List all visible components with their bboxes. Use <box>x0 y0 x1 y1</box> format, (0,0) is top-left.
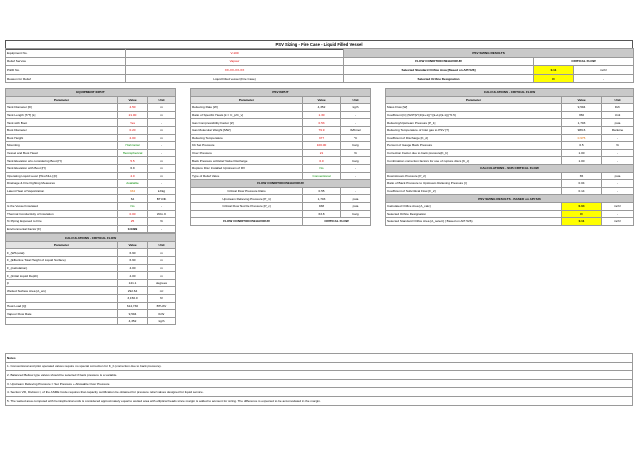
row-unit: ft² <box>148 295 176 303</box>
row-value[interactable]: 6.90 <box>118 257 148 265</box>
note-row <box>6 388 633 397</box>
table-row <box>191 195 371 203</box>
row-unit: inch² <box>602 218 634 226</box>
row-value[interactable]: 9,594 <box>562 104 602 112</box>
table-row <box>386 187 634 195</box>
section-title: CALCULATIONS - CRITICAL FLOW <box>6 234 176 242</box>
row-unit: m <box>148 172 176 180</box>
row-label: Upstream Relieving Pressure [P_1] <box>191 195 303 203</box>
table-row <box>191 210 371 218</box>
results-desig-label: Selected Orifice Designation <box>344 74 534 83</box>
column-header: Unit <box>148 96 176 104</box>
row-unit: - <box>602 149 634 157</box>
row-label: Coefficient of Subcritical Flow [F_2] <box>386 187 562 195</box>
row-value[interactable]: 4.00 <box>118 272 148 280</box>
results-area-label: Selected Standard Orifice Area [Based on API 526] <box>344 66 534 75</box>
table-row <box>191 104 371 112</box>
row-label: Tank Elevation with Boot [H] <box>6 164 118 172</box>
row-unit: - <box>341 111 371 119</box>
notes-title: Notes <box>6 354 633 363</box>
note-text: 3. Upstream Relieving Pressure = Set Pressure + Allowable Over Pressure <box>6 379 633 388</box>
column-header: Value <box>562 96 602 104</box>
row-value[interactable]: 6.9 <box>118 164 148 172</box>
table-row <box>6 104 176 112</box>
row-value[interactable]: 0.5 <box>562 142 602 150</box>
row-label: Gas Compressibility Factor [Z] <box>191 119 303 127</box>
row-value[interactable]: 4.00 <box>118 264 148 272</box>
row-label <box>6 195 118 203</box>
results-api-title: PSV SIZING RESULTS - BASED on API 526 <box>386 195 634 203</box>
table-row <box>6 225 176 233</box>
notes-section <box>5 353 633 406</box>
row-unit: % <box>341 149 371 157</box>
note-row <box>6 371 633 380</box>
row-unit: - <box>341 187 371 195</box>
row-value[interactable]: 938 <box>303 202 341 210</box>
row-value[interactable]: Horizontal <box>118 142 148 150</box>
table-row <box>6 279 176 287</box>
row-value[interactable]: 0.20 <box>118 126 148 134</box>
column-header: Unit <box>341 96 371 104</box>
table-row <box>386 157 634 165</box>
row-unit: inch² <box>602 202 634 210</box>
row-label: Drainage & Fire Fighting Measures <box>6 180 118 188</box>
row-value[interactable]: 0.0 <box>303 157 341 165</box>
row-unit: - <box>341 172 371 180</box>
info-label: Reason for Relief <box>6 74 126 83</box>
row-unit: m² <box>148 287 176 295</box>
row-value[interactable]: 100.00 <box>303 142 341 150</box>
column-header: Parameter <box>6 241 118 249</box>
note-row <box>6 396 633 405</box>
row-value[interactable]: D <box>562 210 602 218</box>
row-unit: kJ/kg <box>148 187 176 195</box>
row-value[interactable]: Yes <box>118 119 148 127</box>
row-value[interactable]: 1.00 <box>562 157 602 165</box>
table-row <box>6 287 176 295</box>
calculations-section <box>385 88 633 226</box>
row-value[interactable]: 0.11 <box>562 218 602 226</box>
row-unit: W/m.K <box>148 210 176 218</box>
info-value[interactable]: V-100 <box>126 49 344 58</box>
row-unit: m <box>148 134 176 142</box>
row-unit: lb/lbmol <box>341 126 371 134</box>
row-value[interactable]: 0.975 <box>562 134 602 142</box>
row-unit: - <box>602 180 634 188</box>
row-unit: % <box>148 218 176 226</box>
subcritical-title: CALCULATIONS - SUB CRITICAL FLOW <box>386 164 634 172</box>
row-label: Combination correction factors for use of rupture discs [K_c] <box>386 157 562 165</box>
table-row <box>6 295 176 303</box>
row-value[interactable]: 0.04 <box>562 180 602 188</box>
row-value[interactable]: Available <box>118 180 148 188</box>
row-value[interactable]: No <box>303 164 341 172</box>
row-label: Tank Diameter [D] <box>6 104 118 112</box>
row-label: Percent of Gauge Back Pressure <box>386 142 562 150</box>
row-label: Latent Heat of Vaporization <box>6 187 118 195</box>
row-unit: m <box>148 272 176 280</box>
row-value[interactable]: 0.55 <box>303 187 341 195</box>
table-row <box>386 126 634 134</box>
row-value[interactable]: Hemispherical <box>118 149 148 157</box>
row-label: Type of Relief Valve <box>191 172 303 180</box>
table-row <box>6 195 176 203</box>
row-value[interactable]: 65 <box>562 172 602 180</box>
row-unit: psia <box>602 119 634 127</box>
row-label <box>6 295 118 303</box>
column-header: Parameter <box>191 96 303 104</box>
row-label: F_(calculation) <box>6 264 118 272</box>
table-row <box>6 134 176 142</box>
row-unit: - <box>341 164 371 172</box>
row-unit: m <box>148 264 176 272</box>
row-label: Tank with Boot <box>6 119 118 127</box>
row-unit: lb/h <box>602 104 634 112</box>
row-unit: °C <box>341 134 371 142</box>
info-value[interactable]: XX-XX-XX-XX <box>126 66 344 75</box>
table-row <box>191 164 371 172</box>
row-label: Critical Flow Nozzle Pressure [P_c] <box>191 202 303 210</box>
row-label: Is the Vessel Insulated <box>6 202 118 210</box>
table-row <box>6 164 176 172</box>
table-row <box>191 111 371 119</box>
sheet-title: PSV Sizing - Fire Case - Liquid Filled Vessel <box>5 40 633 50</box>
table-row <box>6 126 176 134</box>
info-value[interactable]: Vapour <box>126 57 344 66</box>
row-value[interactable]: 292.64 <box>118 287 148 295</box>
row-value[interactable]: 25 <box>118 218 148 226</box>
row-value[interactable]: 614,730 <box>118 302 148 310</box>
row-unit: m <box>148 126 176 134</box>
row-value[interactable]: 21.00 <box>118 111 148 119</box>
row-value[interactable]: 0.53 <box>303 119 341 127</box>
row-label: Relieving Temperature <box>191 134 303 142</box>
row-label: Vessel and Boot Head <box>6 149 118 157</box>
row-unit: - <box>148 142 176 150</box>
row-label: Kb Set Pressure <box>191 142 303 150</box>
section-title: PSV INPUT <box>191 89 371 97</box>
row-value[interactable]: 334 <box>118 187 148 195</box>
row-value[interactable]: 4.50 <box>118 104 148 112</box>
column-header: Value <box>118 241 148 249</box>
row-value[interactable]: 1,703 <box>303 195 341 203</box>
table-row <box>6 142 176 150</box>
table-row <box>386 134 634 142</box>
table-row <box>6 187 176 195</box>
row-unit: m <box>148 257 176 265</box>
row-value[interactable]: 5.5 <box>118 157 148 165</box>
row-unit: - <box>602 210 634 218</box>
results-area-unit: inch² <box>574 66 634 75</box>
row-value[interactable]: 79.9 <box>303 126 341 134</box>
row-label: Tank Length [T/T] [L] <box>6 111 118 119</box>
row-unit: kg/h <box>341 104 371 112</box>
row-unit: kg/h <box>148 317 176 325</box>
column-header: Unit <box>148 241 176 249</box>
table-row <box>191 119 371 127</box>
row-value[interactable]: 0.04 <box>562 202 602 210</box>
row-label <box>6 317 118 325</box>
table-row <box>191 157 371 165</box>
row-value[interactable]: 4.0 <box>118 172 148 180</box>
table-row <box>386 142 634 150</box>
flow-condition-title: FLOW CONDITION BEHAVIOUR <box>191 180 371 188</box>
row-label: Wetted Surface Area [A_ws] <box>6 287 118 295</box>
row-label: Environmental Factor [F] <box>6 225 118 233</box>
row-label: Back Pressure at Relief Valve Discharge <box>191 157 303 165</box>
row-label <box>191 210 303 218</box>
column-header: Unit <box>602 96 634 104</box>
row-label: Critical Flow Pressure Ratio <box>191 187 303 195</box>
row-unit: m <box>148 104 176 112</box>
row-label: F_(Initial Liquid Depth) <box>6 272 118 280</box>
row-label: Relieving/Upstream Pressure [P_1] <box>386 119 562 127</box>
row-value[interactable]: 1.00 <box>562 149 602 157</box>
note-text: 4. Section VIII, Division I, of the ASME Code requires that capacity certification be obtained for pressure relief valves designed for liquid service. <box>6 388 633 397</box>
table-row <box>6 218 176 226</box>
table-row <box>6 249 176 257</box>
flow-result-label: FLOW CONDITION BEHAVIOUR <box>191 218 303 226</box>
row-label: Gas Molecular Weight [MW] <box>191 126 303 134</box>
results-flow-value: CRITICAL FLOW <box>534 57 634 66</box>
table-row <box>6 157 176 165</box>
row-value[interactable]: 0.14 <box>562 187 602 195</box>
row-label: Relieving Temperature of Inlet gas to PSV [T] <box>386 126 562 134</box>
row-unit: - <box>341 119 371 127</box>
row-label: Relieving Rate [W] <box>191 104 303 112</box>
row-unit: psia <box>602 172 634 180</box>
note-text: 2. Balanced Bellow type valves should be selected if back pressure is a variable. <box>6 371 633 380</box>
note-row <box>6 379 633 388</box>
row-label: Calculated Orifice Area [A_calc] <box>386 202 562 210</box>
row-unit: m <box>148 157 176 165</box>
row-value[interactable]: 21 <box>303 149 341 157</box>
table-row <box>6 111 176 119</box>
row-label: Boot Diameter <box>6 126 118 134</box>
row-unit: m <box>148 111 176 119</box>
note-text: 5. The wetted area computed with hemispherical ends is considered approximately equal to wetted area with elliptical heads since margin is added to account for sizing. The difference is expected to be accomodated in the margin. <box>6 396 633 405</box>
row-label: Ratio of Specific Heats [k = C_p/C_v] <box>191 111 303 119</box>
row-value[interactable]: 377 <box>303 134 341 142</box>
row-label: Rupture Disc Installed Upstream of RV <box>191 164 303 172</box>
table-row <box>6 310 176 318</box>
column-header: Value <box>118 96 148 104</box>
table-row <box>6 264 176 272</box>
row-label: Thermal Conductivity of Insulation <box>6 210 118 218</box>
row-label: Coefficient [C] (520*(k*(2/(k+1))^((k+1)/(k-1)))^0.5) <box>386 111 562 119</box>
row-unit: - <box>602 157 634 165</box>
table-row <box>6 210 176 218</box>
results-flow-label: FLOW CONDITION BEHAVIOUR <box>344 57 534 66</box>
row-label: Operating Liquid Level [HLL/NLL] [F] <box>6 172 118 180</box>
table-row <box>6 180 176 188</box>
table-row <box>6 119 176 127</box>
column-header: Parameter <box>386 96 562 104</box>
row-unit: - <box>148 119 176 127</box>
column-header: Parameter <box>6 96 118 104</box>
info-value[interactable]: Liquid Filled vessel (Fire Case) <box>126 74 344 83</box>
row-unit: lb/hr <box>148 310 176 318</box>
row-value[interactable]: 1.30 <box>303 111 341 119</box>
flow-result-value: CRITICAL FLOW <box>303 218 371 226</box>
row-unit: - <box>148 202 176 210</box>
row-label: F_(WS,total) <box>6 249 118 257</box>
row-unit: % <box>602 142 634 150</box>
info-label: P&ID No. <box>6 66 126 75</box>
row-unit: barg <box>341 157 371 165</box>
row-unit: Rankine <box>602 126 634 134</box>
row-unit: barg <box>341 142 371 150</box>
table-row <box>6 317 176 325</box>
row-label: Mounting <box>6 142 118 150</box>
row-label: Selected Standard Orifice Area [A_select] ( Based on API 526) <box>386 218 562 226</box>
row-value[interactable]: 989.6 <box>562 126 602 134</box>
row-value[interactable]: 2.00 <box>118 134 148 142</box>
note-text: 1. Conventional and pilot operated valves require no special correction for K_b (correction due to back pressure). <box>6 362 633 371</box>
row-unit: - <box>148 149 176 157</box>
table-row <box>6 272 176 280</box>
table-row <box>386 149 634 157</box>
row-value[interactable]: 4,352 <box>118 317 148 325</box>
row-value[interactable]: 0.0399 <box>118 225 148 233</box>
row-value[interactable]: 6.90 <box>118 249 148 257</box>
row-value[interactable]: 350 <box>562 111 602 119</box>
row-value[interactable]: Conventional <box>303 172 341 180</box>
table-row <box>6 257 176 265</box>
row-label: Correction Factor due to back pressure[K_b] <box>386 149 562 157</box>
row-value[interactable]: 64 <box>118 195 148 203</box>
table-row <box>386 119 634 127</box>
row-value[interactable]: 4,352 <box>303 104 341 112</box>
equipment-input-section <box>5 88 175 325</box>
table-row <box>191 142 371 150</box>
row-label: Coefficient of Discharge [K_d] <box>386 134 562 142</box>
row-value[interactable]: 63.8 <box>303 210 341 218</box>
row-value[interactable]: No <box>118 202 148 210</box>
row-unit: degrees <box>148 279 176 287</box>
row-label: Mass Flow [W] <box>386 104 562 112</box>
row-unit: psia <box>341 202 371 210</box>
row-label: Vapour Flow Rate <box>6 310 118 318</box>
section-title: EQUIPMENT INPUT <box>6 89 176 97</box>
table-row <box>191 202 371 210</box>
row-label: F_(Effective Total Height of Liquid Surface) <box>6 257 118 265</box>
results-area-value: 0.11 <box>534 66 574 75</box>
results-desig-value: D <box>534 74 574 83</box>
table-row <box>386 111 634 119</box>
row-label: Heat Load [Q] <box>6 302 118 310</box>
info-label: Relief Service <box>6 57 126 66</box>
row-label: Ratio of Back Pressure to Upstream Relieving Pressure [r] <box>386 180 562 188</box>
section-title: CALCULATIONS - CRITICAL FLOW <box>386 89 634 97</box>
table-row <box>386 180 634 188</box>
row-unit: - <box>602 134 634 142</box>
row-unit: Unit <box>602 111 634 119</box>
row-unit: m <box>148 249 176 257</box>
row-unit: BTU/lb <box>148 195 176 203</box>
row-unit: - <box>148 225 176 233</box>
table-row <box>386 172 634 180</box>
table-row <box>191 126 371 134</box>
table-row <box>6 202 176 210</box>
table-row <box>386 104 634 112</box>
header-info-block <box>5 48 633 83</box>
row-value[interactable]: 3,150.0 <box>118 295 148 303</box>
row-label: Boot Height <box>6 134 118 142</box>
row-unit: - <box>148 180 176 188</box>
table-row <box>191 172 371 180</box>
table-row <box>386 218 634 226</box>
row-value[interactable]: 0.00 <box>118 210 148 218</box>
table-row <box>191 134 371 142</box>
row-label: β <box>6 279 118 287</box>
results-desig-unit: - <box>574 74 634 83</box>
note-row <box>6 362 633 371</box>
table-row <box>6 302 176 310</box>
row-label: Over Pressure <box>191 149 303 157</box>
row-label: % Piping Exposed to Fire <box>6 218 118 226</box>
row-unit: m <box>148 164 176 172</box>
row-unit: barg <box>341 210 371 218</box>
table-row <box>386 202 634 210</box>
table-row <box>191 187 371 195</box>
table-row <box>386 210 634 218</box>
row-value[interactable]: 1,703 <box>562 119 602 127</box>
row-label: Selected Orifice Designation <box>386 210 562 218</box>
row-label: Downstream Pressure [P_2] <box>386 172 562 180</box>
row-value[interactable]: 141.1 <box>118 279 148 287</box>
row-label: Tank Elevation w/o considering Boot [H] <box>6 157 118 165</box>
column-header: Value <box>303 96 341 104</box>
table-row <box>6 149 176 157</box>
psv-input-section <box>190 88 370 226</box>
results-title: PSV SIZING RESULTS <box>344 49 634 58</box>
table-row <box>191 149 371 157</box>
row-unit: BTU/hr <box>148 302 176 310</box>
info-label: Equipment No. <box>6 49 126 58</box>
row-unit: psia <box>341 195 371 203</box>
table-row <box>6 172 176 180</box>
row-unit: - <box>602 187 634 195</box>
row-value[interactable]: 9,594 <box>118 310 148 318</box>
